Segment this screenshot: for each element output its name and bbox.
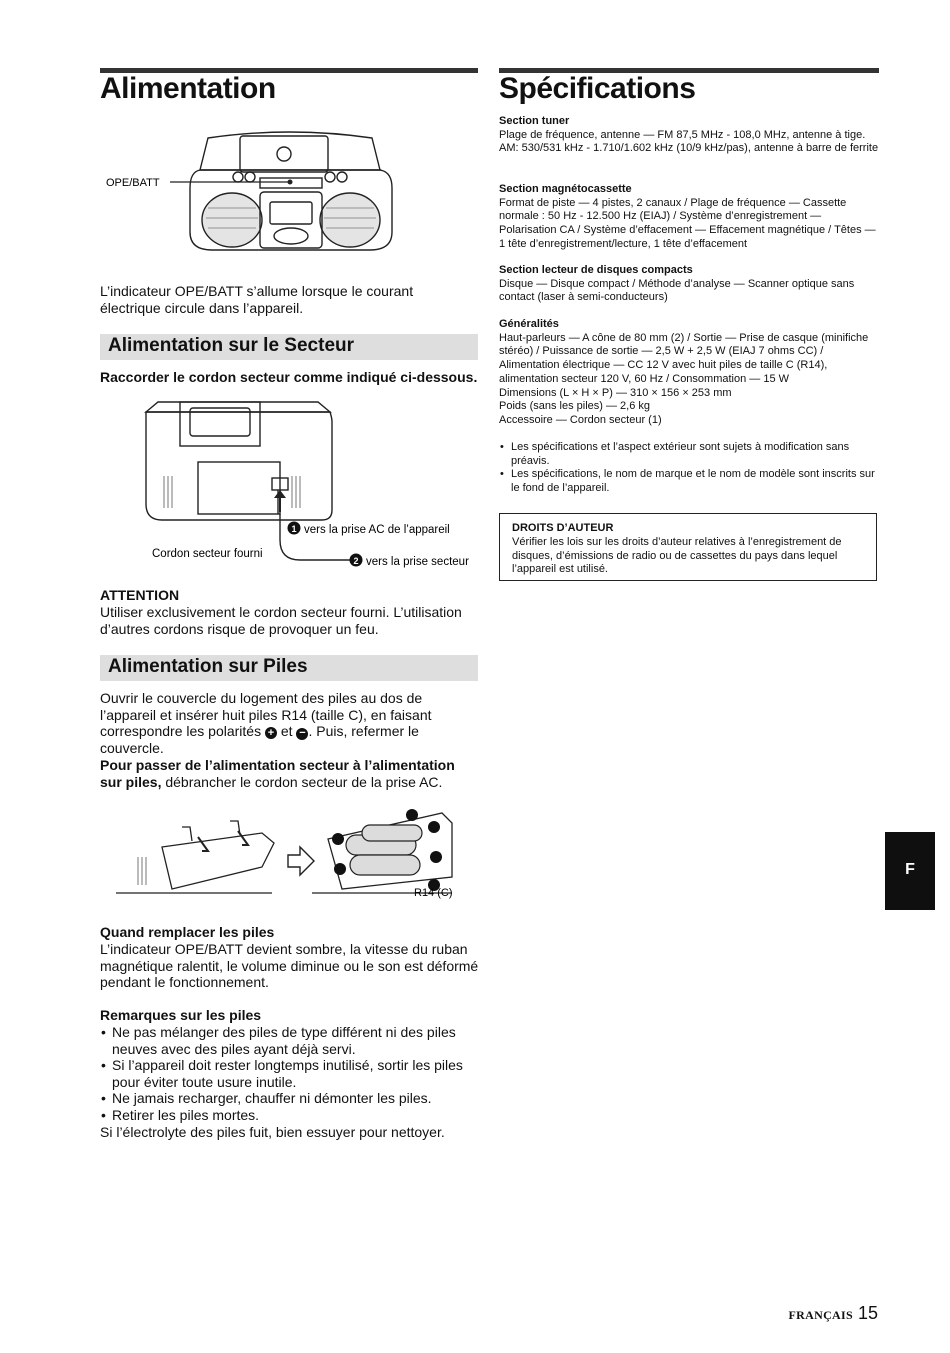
spec-section-text: Disque — Disque compact / Méthode d’analyse — Scanner optique sans contact (laser à semi-conducteurs): [499, 277, 855, 304]
piles-switch-rest: débrancher le cordon secteur de la prise AC.: [161, 773, 443, 790]
page-footer: [789, 1303, 878, 1324]
piles-intro-a: Ouvrir le couvercle du logement des piles au dos de l’appareil et insérer huit piles R14 (taille C), en faisant correspondre les polarités: [100, 690, 432, 739]
list-item: • Ne pas mélanger des piles de type différent ni des piles neuves avec des piles ayant déjà servi.: [100, 1024, 470, 1057]
piles-intro-b: et: [280, 723, 293, 739]
ac-cord-figure: [100, 392, 480, 572]
spec-section-text: Haut-parleurs — A cône de 80 mm (2) / Sortie — Prise de casque (minifiche stéréo) / Puissance de sortie — 2,5 W + 2,5 W (EIAJ 7 ohms CC) / Alimentation électrique — CC 12 V avec huit piles de taille C (R14), alimentation secteur 120 V, 60 Hz / Consommation — 15 W: [499, 331, 869, 385]
battery-size-label: R14 (C): [414, 887, 453, 899]
cord-label: Cordon secteur fourni: [152, 548, 263, 560]
list-item: • Les spécifications, le nom de marque et le nom de modèle sont inscrits sur le fond de l’appareil.: [499, 468, 879, 495]
list-item: • Ne jamais recharger, chauffer ni démonter les piles.: [100, 1090, 470, 1107]
page-title-specifications: Spécifications: [499, 72, 696, 105]
minus-polarity-icon: −: [296, 728, 308, 740]
notes-list: [100, 1024, 470, 1123]
plus-polarity-icon: +: [265, 727, 277, 739]
language-tab-letter: F: [905, 861, 915, 878]
ope-batt-label: OPE/BATT: [106, 177, 160, 189]
section-band-secteur: [100, 334, 478, 360]
spec-section-text: Plage de fréquence, antenne — FM 87,5 MHz - 108,0 MHz, antenne à tige. AM: 530/531 kHz - 1.710/1.602 kHz (10/9 kHz/pas), antenne à barre de ferrite: [499, 128, 879, 155]
spec-tuner: [499, 115, 879, 156]
wall-outlet-label: vers la prise secteur: [366, 556, 469, 568]
when-replace-text: L’indicateur OPE/BATT devient sombre, la vitesse du ruban magnétique ralentit, le volume diminue ou le son est déformé pendant le fonctionnement.: [100, 941, 479, 990]
spec-section-title: Généralités: [499, 318, 559, 330]
spec-section-title: Section tuner: [499, 115, 570, 127]
when-replace-title: Quand remplacer les piles: [100, 924, 275, 940]
indicator-text: L’indicateur OPE/BATT s’allume lorsque le courant électrique circule dans l’appareil.: [100, 283, 414, 316]
piles-intro: [100, 690, 440, 757]
piles-switch-text: [100, 757, 465, 790]
page-number: 15: [857, 1303, 878, 1323]
spec-section-title: Section magnétocassette: [499, 183, 632, 195]
list-item: • Retirer les piles mortes.: [100, 1107, 470, 1124]
boombox-front-figure: [100, 128, 400, 260]
piles-switch-bold: Pour passer de l’alimentation secteur à l’alimentation sur piles,: [100, 757, 455, 790]
section-heading-secteur: Alimentation sur le Secteur: [108, 335, 355, 356]
spec-accessory: Accessoire — Cordon secteur (1): [499, 413, 662, 426]
page-title-alimentation: Alimentation: [100, 72, 276, 105]
attention-text: Utiliser exclusivement le cordon secteur fourni. L’utilisation d’autres cordons risque de provoquer un feu.: [100, 604, 462, 637]
notes-last: Si l’électrolyte des piles fuit, bien essuyer pour nettoyer.: [100, 1124, 445, 1140]
secteur-subheading: Raccorder le cordon secteur comme indiqué ci-dessous.: [100, 369, 478, 385]
spec-section-text: Format de piste — 4 pistes, 2 canaux / Plage de fréquence — Cassette normale : 50 Hz - 12.500 Hz (EIAJ) / Système d’enregistrement — Polarisation CA / Système d’effacement — Effacement magnétique / Têtes — 1 tête d’enregistrement/lecture, 1 tête d’effacement: [499, 196, 876, 250]
spec-bullets: [499, 441, 879, 496]
attention-title: ATTENTION: [100, 587, 180, 603]
copyright-text: Vérifier les lois sur les droits d’auteur relatives à l’enregistrement de disques, d’émissions de radio ou de cassettes du pays dans lequel l’appareil est utilisé.: [512, 536, 842, 576]
battery-figure: [112, 805, 472, 905]
spec-section-title: Section lecteur de disques compacts: [499, 264, 693, 276]
ac-jack-label: vers la prise AC de l’appareil: [304, 524, 450, 536]
copyright-title: DROITS D’AUTEUR: [512, 522, 614, 534]
list-item: • Si l’appareil doit rester longtemps inutilisé, sortir les piles pour éviter toute usure inutile.: [100, 1057, 470, 1090]
footer-language: FRANÇAIS: [788, 1308, 853, 1322]
language-tab: [885, 832, 935, 910]
section-band-piles: [100, 655, 478, 681]
spec-cassette: [499, 183, 879, 252]
spec-weight: Poids (sans les piles) — 2,6 kg: [499, 400, 651, 413]
list-item: • Les spécifications et l’aspect extérieur sont sujets à modification sans préavis.: [499, 441, 879, 468]
spec-general: [499, 318, 879, 428]
piles-intro-c: . Puis, refermer le couvercle.: [100, 723, 419, 756]
step-number-1: 1: [291, 524, 297, 534]
spec-cd: [499, 264, 879, 305]
copyright-box: [499, 513, 877, 581]
spec-dimensions: Dimensions (L × H × P) — 310 × 156 × 253 mm: [499, 386, 732, 399]
step-number-2: 2: [353, 556, 359, 566]
section-heading-piles: Alimentation sur Piles: [108, 656, 308, 677]
notes-title: Remarques sur les piles: [100, 1007, 262, 1023]
